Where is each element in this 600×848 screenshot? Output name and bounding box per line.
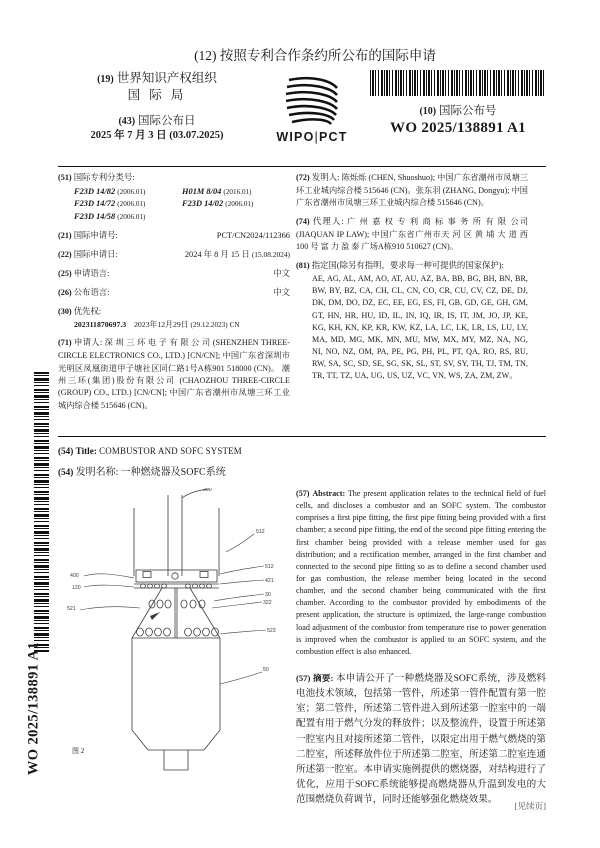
priority-date-iso: (29.12.2023): [190, 320, 228, 329]
priority-label: 优先权:: [73, 307, 102, 317]
title-english-line: [58, 446, 546, 456]
wipo-text: WIPO: [276, 130, 315, 144]
page-header: [58, 44, 546, 164]
title-divider: [58, 436, 546, 437]
issuing-office-block: [62, 70, 252, 144]
priority-tag: (30): [58, 307, 72, 317]
horizontal-barcode: [370, 70, 546, 96]
title-en-label: Title:: [75, 446, 97, 456]
priority-number: 202311870697.3: [74, 319, 127, 329]
field-filing-language: [58, 268, 290, 281]
appdate-value: 2024 年 8 月 15 日: [184, 250, 250, 260]
ipc-code-item: [74, 186, 182, 199]
title-cn-tag: (54): [58, 467, 74, 477]
technical-drawing: [64, 488, 284, 778]
filing-lang-value: 中文: [273, 269, 290, 279]
ref-label-a: 512: [265, 564, 274, 570]
abstract-cn-tag: (57): [296, 672, 311, 683]
pubdate-label: 国际公布日: [138, 114, 196, 127]
pct-text: PCT: [318, 130, 348, 144]
pub-lang-tag: (26): [58, 288, 72, 298]
appdate-label: 国际申请日:: [73, 250, 118, 260]
applicant-tag: (71): [58, 338, 72, 348]
bib-left-column: [58, 172, 290, 419]
ipc-code-year: (2006.01): [225, 200, 254, 209]
title-cn-value: 一种燃烧器及SOFC系统: [120, 467, 226, 478]
publication-kind-text: (12) 按照专利合作条约所公布的国际申请: [194, 48, 436, 63]
pubnum-tag: (10): [419, 106, 437, 117]
pubdate-value: 2025 年 7 月 3 日 (03.07.2025): [90, 130, 224, 142]
abstract-column: [296, 488, 546, 807]
wipo-wordmark: [262, 130, 362, 144]
field-designated-states: [296, 260, 528, 382]
continuation-note: [见续页]: [514, 801, 546, 811]
publication-kind-line: [58, 44, 546, 64]
title-en-value: COMBUSTOR AND SOFC SYSTEM: [99, 446, 242, 456]
ipc-code-item: [74, 211, 182, 224]
field-publication-language: [58, 287, 290, 300]
title-cn-label: 发明名称:: [75, 467, 119, 478]
inventors-tag: (72): [296, 173, 310, 182]
agent-label: 代理人:: [312, 217, 344, 227]
pub-lang-label: 公布语言:: [73, 288, 110, 298]
ipc-label: 国际专利分类号:: [73, 173, 135, 182]
ipc-code: F23D 14/58: [74, 211, 116, 221]
priority-country: CN: [229, 320, 240, 329]
field-ipc: [58, 172, 290, 223]
abstract-en-label: Abstract:: [312, 489, 346, 498]
org-tag: (19): [97, 74, 114, 85]
ipc-code: F23D 14/02: [182, 199, 224, 209]
appdate-value-iso: (15.08.2024): [251, 250, 290, 260]
pubnum-value: WO 2025/138891 A1: [390, 120, 526, 136]
applicant-text: 深 圳 三 环 电 子 有 限 公 司 (SHENZHEN THREE-CIRCLE ELECTRONICS CO., LTD.) [CN/CN]; 中国广东省深圳市光明区凤凰街道甲子塘社区同仁路1号A栋901 518000 (CN)。 潮州三环(集团)股份有限公司 (CHAOZHOU THREE-CIRCLE (GROUP) CO., LTD.) [CN/CN]; 中国广东省潮州市凤塘三环工业城内综合楼 515646 (CN)。: [58, 338, 291, 410]
ipc-code-item: [182, 186, 290, 199]
filing-lang-label: 申请语言:: [73, 269, 110, 279]
ipc-code-list: [74, 186, 290, 224]
combustor-diagram-icon: [64, 488, 284, 778]
ref-label-120: 120: [72, 585, 81, 591]
title-block: [58, 446, 546, 485]
ipc-code: F23D 14/72: [74, 199, 116, 209]
ref-label-200: 200: [203, 488, 212, 493]
abstract-chinese: [296, 671, 546, 807]
field-inventors: [296, 172, 528, 210]
field-application-number: [58, 230, 290, 243]
agent-tag: (74): [296, 217, 310, 227]
ipc-code: H01M 8/04: [182, 186, 222, 196]
appdate-tag: (22): [58, 250, 72, 260]
priority-date-cn: 2023年12月29日: [134, 319, 189, 329]
abstract-en-tag: (57): [296, 489, 310, 498]
title-chinese-line: [58, 463, 546, 478]
abstract-english: [296, 488, 546, 658]
pubnum-label: 国际公布号: [439, 105, 497, 117]
abstract-cn-label: 摘要:: [312, 672, 334, 683]
title-en-tag: (54): [58, 446, 74, 456]
ipc-code-year: (2006.01): [117, 187, 146, 196]
agent-text: 广 州 嘉 权 专 利 商 标 事 务 所 有 限 公司 (JIAQUAN IP LAW); 中国广东省广州市天 河 区 黄 埔 大 道 西 100 号 富 力 盈 泰 广场A栋910 510627 (CN)。: [296, 217, 529, 252]
ipc-code-item: [74, 198, 182, 211]
wipo-globe-icon: [275, 72, 349, 128]
ref-label-322: 322: [263, 600, 272, 606]
ref-label-523: 523: [267, 628, 276, 634]
ipc-tag: (51): [58, 173, 72, 182]
ref-label-512: 512: [256, 529, 265, 535]
abstract-cn-text: 本申请公开了一种燃烧器及SOFC系统，涉及燃料电池技术领域，包括第一管件，所述第一管件配置有第一腔室；第二管件，所述第二管件进入到所述第一腔室中的一端配置有用于燃气分发的释放件；以及整流件，设置于所述第一腔室内且对接所述第二管件，以限定出用于燃气燃烧的第二腔室，所述释放件位于所述第二腔室，所述第二腔室连通所述第一腔室。本申请实施例提供的燃烧器，对结构进行了优化，应用于SOFC系统能够提高燃烧器从升温到发电的大范围燃烧负荷调节，同时还能够强化燃烧效果。: [296, 672, 547, 806]
appnum-value: PCT/CN2024/112366: [216, 230, 290, 240]
pub-lang-value: 中文: [273, 288, 290, 298]
ref-label-50: 50: [263, 667, 269, 673]
publication-number-block: [370, 70, 546, 137]
org-name-line2: 国 际 局: [127, 88, 187, 103]
vertical-barcode: [34, 372, 49, 652]
field-application-date: [58, 249, 290, 262]
bibliographic-data: [58, 172, 546, 430]
ipc-code-year: (2006.01): [117, 212, 146, 221]
org-name-line1: 世界知识产权组织: [116, 71, 217, 85]
figure-caption: 图 2: [72, 747, 85, 755]
abstract-en-text: The present application relates to the technical field of fuel cells, and discloses a combustor and an SOFC system. The combustor comprises a first pipe fitting, the first pipe fitting being provided with a first chamber; a second pipe fitting, the end of the second pipe fitting entering the first chamber being provided with a release member used for gas distribution; and a rectification member, arranged in the first chamber and connected to the second pipe fitting so as to define a second chamber used for gas combustion, the release member being located in the second chamber, and the second chamber being communicated with the first chamber. According to the combustor provided by embodiments of the present application, the structure is optimized, the large-range combustion load adjustment of the combustor from temperature rise to power generation is improved when the combustor is applied to an SOFC system, and the combustion effect is also enhanced.: [296, 489, 546, 656]
priority-value: [74, 319, 290, 331]
ipc-code: F23D 14/82: [74, 186, 116, 196]
ipc-code-year: (2006.01): [117, 200, 146, 209]
appnum-label: 国际申请号:: [73, 230, 118, 240]
ref-label-521: 521: [67, 606, 76, 612]
applicant-label: 申请人:: [73, 338, 103, 348]
left-margin: [0, 0, 58, 848]
field-applicant: [58, 337, 290, 412]
bib-right-column: [296, 172, 528, 389]
designated-tag: (81): [296, 261, 310, 271]
designated-label: 指定国(除另有指明，要求每一种可提供的国家保护):: [311, 261, 504, 271]
field-agent: [296, 216, 528, 254]
inventors-label: 发明人:: [311, 173, 340, 182]
pubdate-tag: (43): [118, 115, 136, 127]
ipc-code-item: [182, 198, 290, 211]
field-priority: [58, 306, 290, 330]
ref-label-30: 30: [265, 592, 271, 598]
ipc-code-year: (2016.01): [223, 187, 252, 196]
header-divider: [58, 166, 546, 167]
appnum-tag: (21): [58, 230, 72, 240]
wipo-logo: [262, 72, 362, 144]
vertical-publication-number: WO 2025/138891 A1: [25, 641, 42, 776]
ref-label-421: 421: [265, 578, 274, 584]
filing-lang-tag: (25): [58, 269, 72, 279]
inventors-text: 陈烁烁 (CHEN, Shuoshuo); 中国广东省潮州市凤塘三环工业城内综合楼 515646 (CN)。张东羽 (ZHANG, Dongyu); 中国广东省潮州市凤塘三环工业城内综合楼 515646 (CN)。: [296, 173, 529, 208]
ref-label-400: 400: [70, 573, 79, 579]
wipo-separator: |: [314, 130, 319, 144]
designated-country-codes: AE, AG, AL, AM, AO, AT, AU, AZ, BA, BB, BG, BH, BN, BR, BW, BY, BZ, CA, CH, CL, CN, CO, CR, CU, CV, CZ, DE, DJ, DK, DM, DO, DZ, EC, EE, EG, ES, FI, GB, GD, GE, GH, GM, GT, HN, HR, HU, ID, IL, IN, IQ, IR, IS, IT, JM, JO, JP, KE, KG, KH, KN, KP, KR, KW, KZ, LA, LC, LK, LR, LS, LU, LY, MA, MD, MG, MK, MN, MU, MW, MX, MY, MZ, NA, NG, NI, NO, NZ, OM, PA, PE, PG, PH, PL, PT, QA, RO, RS, RU, RW, SA, SC, SD, SE, SG, SK, SL, ST, SV, SY, TH, TJ, TM, TN, TR, TT, TZ, UA, UG, US, UZ, VC, VN, WS, ZA, ZM, ZW。: [312, 274, 528, 381]
